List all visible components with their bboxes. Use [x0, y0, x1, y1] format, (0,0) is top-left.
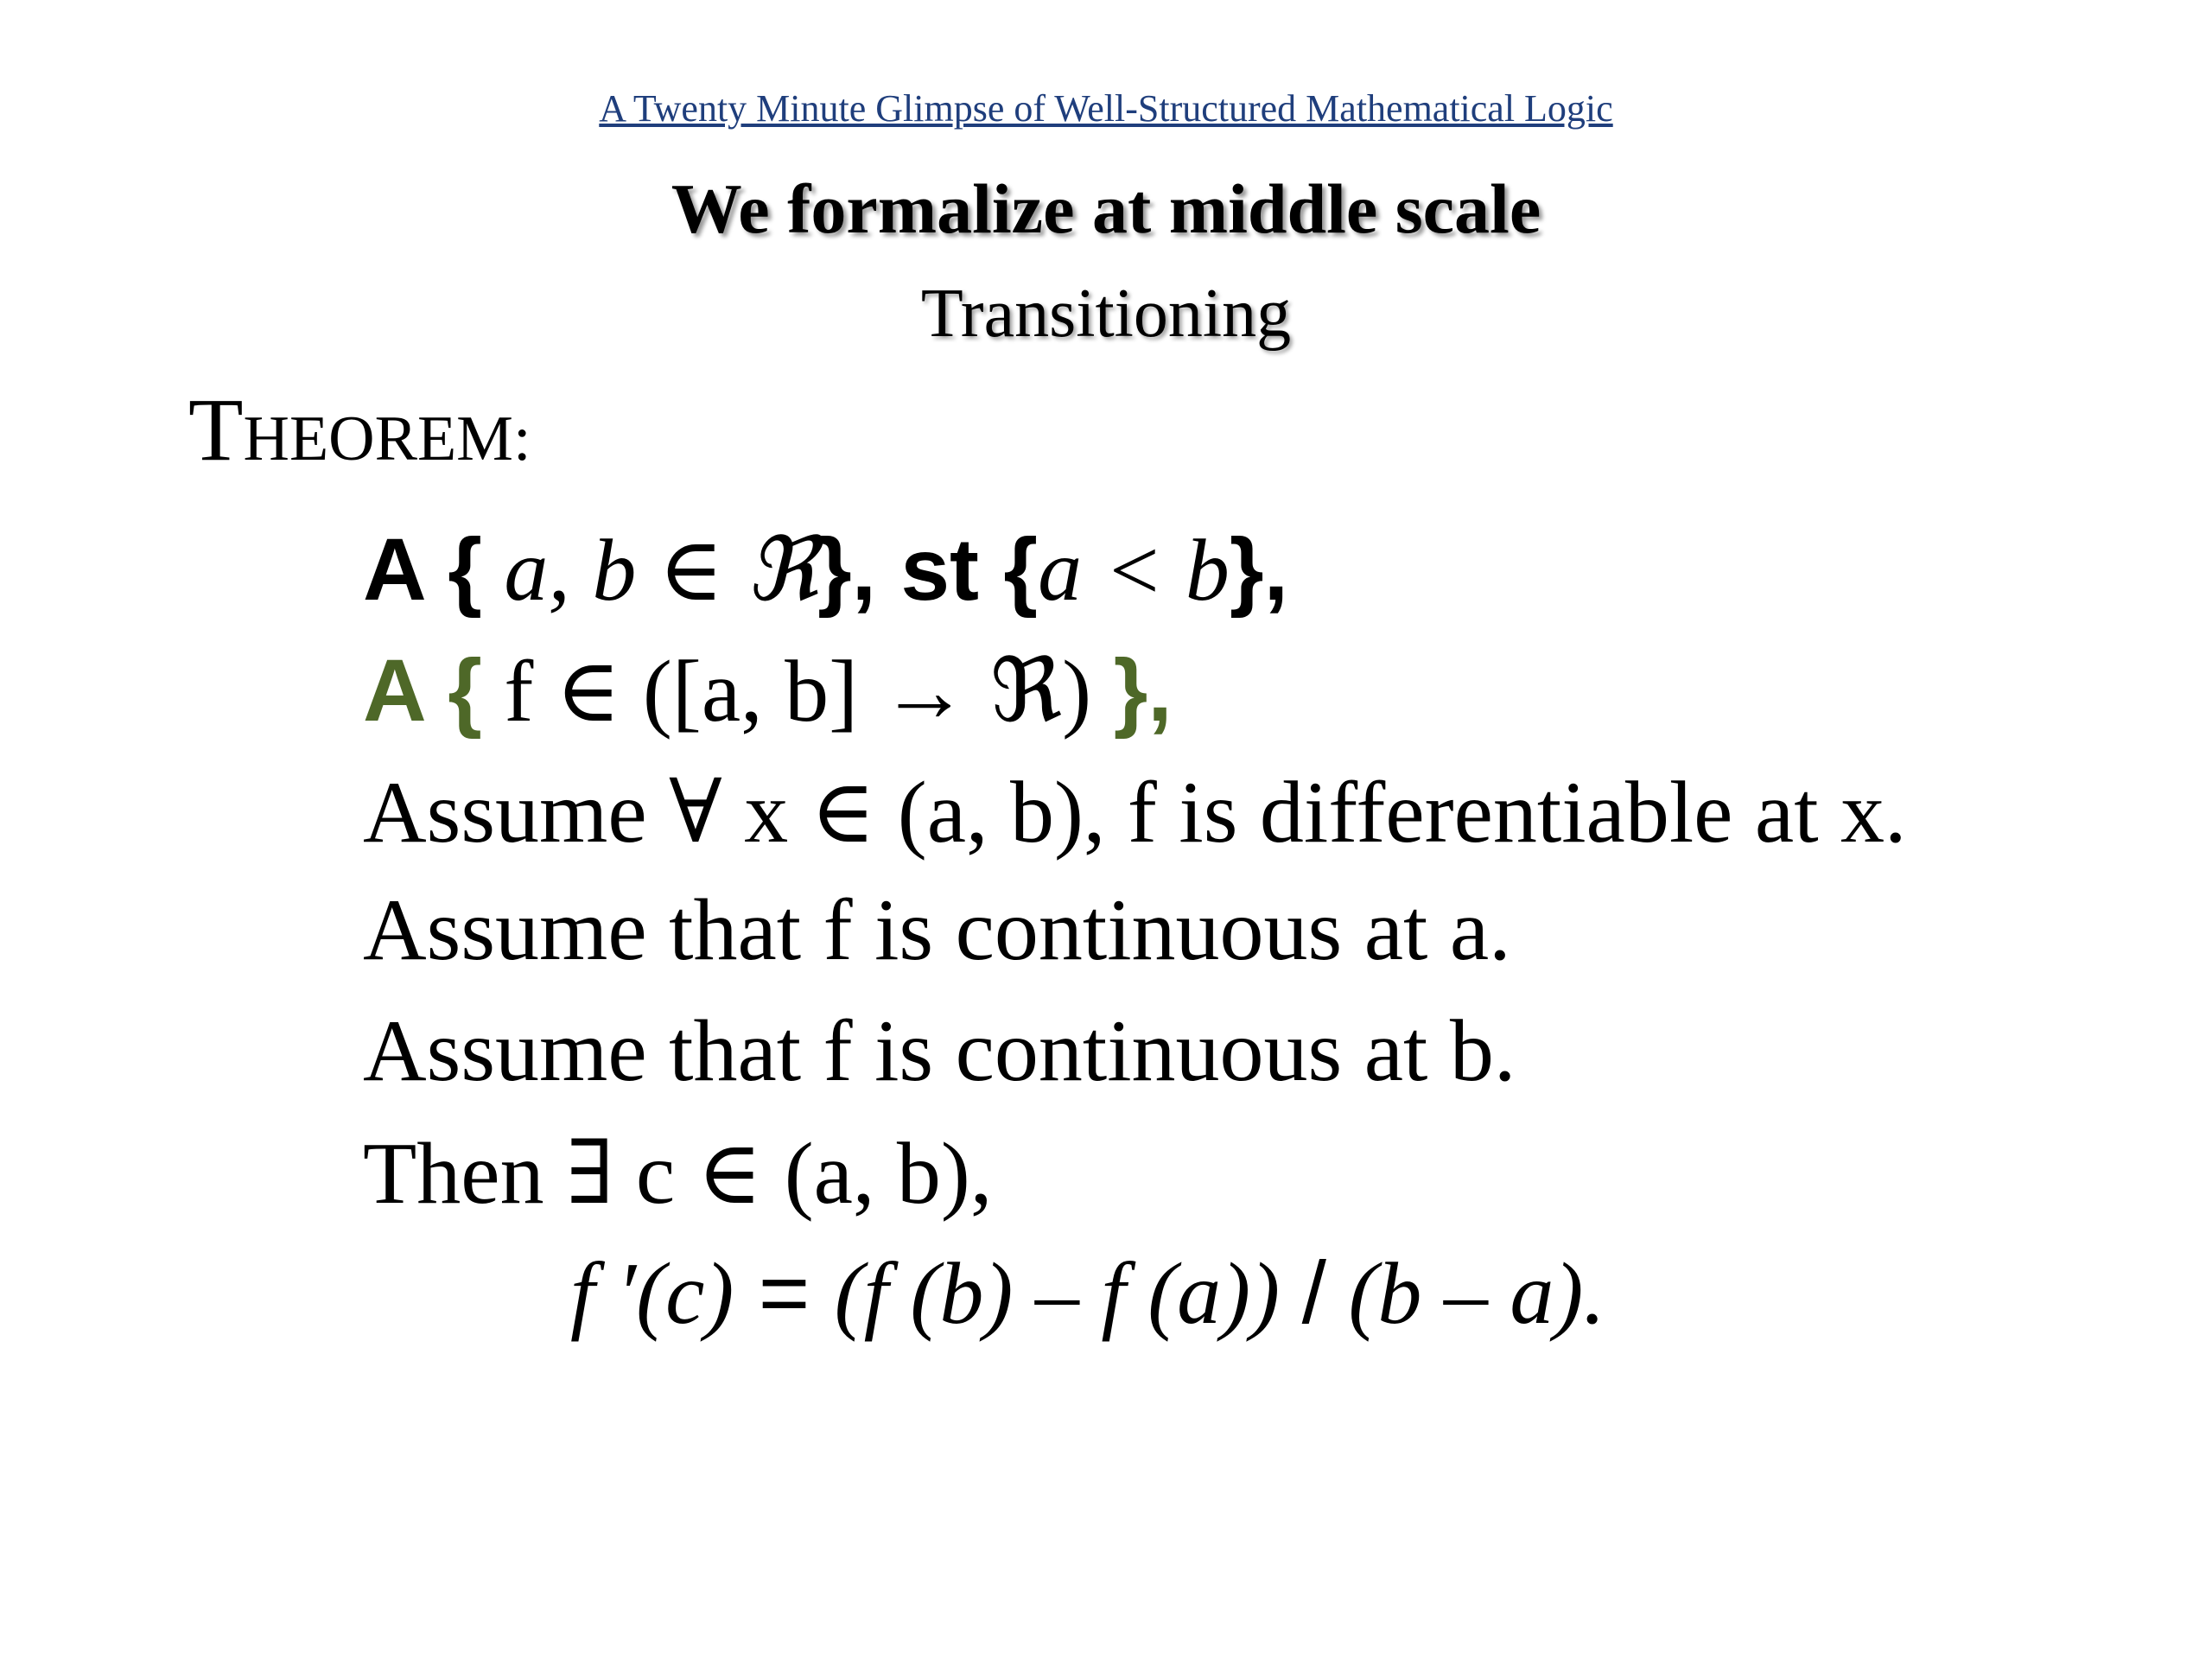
assumption-differentiable: Assume ∀ x ∈ (a, b), f is differentiable at x.	[363, 764, 1907, 861]
theorem-line-1	[363, 518, 1288, 621]
header-link[interactable]: A Twenty Minute Glimpse of Well-Structured Mathematical Logic	[599, 87, 1613, 130]
mean-value-equation	[570, 1243, 1605, 1344]
theorem-heading	[188, 378, 531, 481]
theorem-line-2	[363, 639, 1173, 742]
difference-denominator: (b – a).	[1325, 1245, 1605, 1343]
conclusion-exists: Then ∃ c ∈ (a, b),	[363, 1125, 993, 1223]
condition-a-lt-b: a < b	[1038, 522, 1230, 620]
close-brace: },	[1229, 520, 1288, 619]
assumption-continuous-a: Assume that f is continuous at a.	[363, 881, 1511, 979]
theorem-label-rest: HEOREM:	[243, 404, 531, 474]
slide-title: We formalize at middle scale	[671, 169, 1541, 248]
quantifier-a-open: A {	[363, 520, 482, 619]
theorem-initial: T	[188, 380, 244, 480]
quantifier-f-open: A {	[363, 641, 482, 740]
vars-a-b-real: a, b ∈ ℜ	[481, 522, 817, 620]
slide-subtitle: Transitioning	[920, 276, 1292, 352]
function-close-brace: },	[1113, 641, 1173, 740]
difference-numerator: (f (b) – f (a))	[834, 1245, 1302, 1343]
division-slash: /	[1301, 1243, 1326, 1342]
derivative-lhs: f ′(c)	[570, 1245, 734, 1343]
function-set: f ∈ ([a, b] → ℜ)	[481, 643, 1114, 741]
equals-sign: =	[734, 1243, 835, 1342]
st-clause: }, st {	[817, 520, 1039, 619]
assumption-continuous-b: Assume that f is continuous at b.	[363, 1002, 1516, 1100]
